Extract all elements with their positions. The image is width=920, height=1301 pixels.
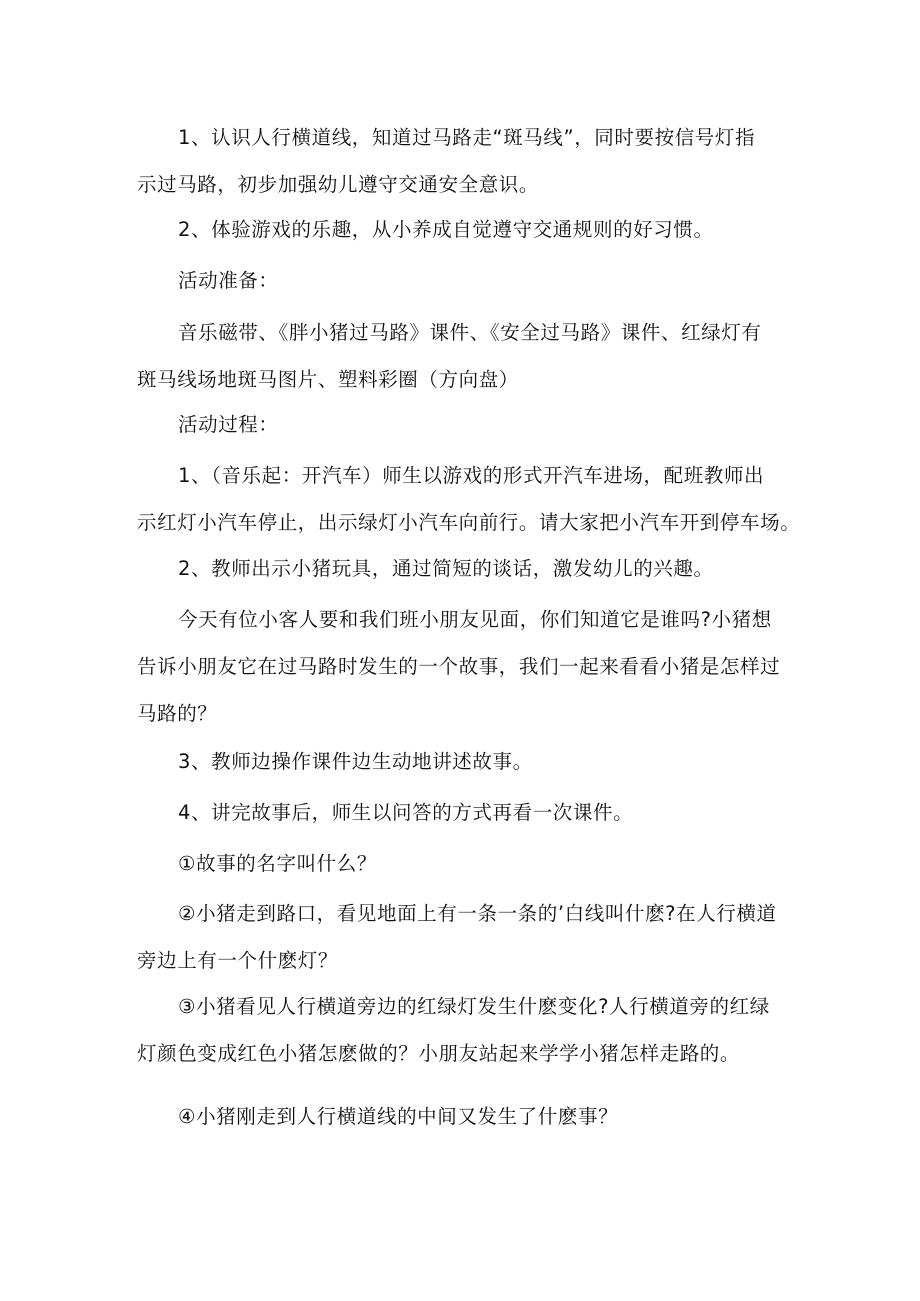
text-line: 今天有位小客人要和我们班小朋友见面，你们知道它是谁吗?小猪想 (178, 608, 772, 631)
text-line: 2、教师出示小猪玩具，通过简短的谈话，激发幼儿的兴趣。 (178, 557, 714, 580)
paragraph-step-1 (137, 452, 801, 546)
text-line: 1、（音乐起：开汽车）师生以游戏的形式开汽车进场，配班教师出 (178, 464, 765, 487)
paragraph-story-intro (137, 596, 787, 737)
paragraph-step-2 (137, 545, 787, 592)
text-line: 示红灯小汽车停止，出示绿灯小汽车向前行。请大家把小汽车开到停车场。 (137, 511, 801, 534)
paragraph-step-4 (137, 789, 787, 836)
question-2 (137, 890, 787, 984)
text-line: 1、认识人行横道线，知道过马路走“斑马线”，同时要按信号灯指 (178, 126, 756, 149)
text-line: 旁边上有一个什麽灯？ (137, 949, 339, 972)
text-line: 示过马路，初步加强幼儿遵守交通安全意识。 (137, 173, 540, 196)
text-line: 告诉小朋友它在过马路时发生的一个故事，我们一起来看看小猪是怎样过 (137, 655, 781, 678)
question-1 (137, 840, 787, 887)
paragraph-step-3 (137, 738, 787, 785)
text-line: 活动准备： (178, 269, 279, 292)
text-line: 4、讲完故事后，师生以问答的方式再看一次课件。 (178, 801, 634, 824)
question-4 (137, 1093, 787, 1140)
question-3 (137, 983, 787, 1077)
text-line: 2、体验游戏的乐趣，从小养成自觉遵守交通规则的好习惯。 (178, 218, 714, 241)
text-line: 斑马线场地斑马图片、塑料彩圈（方向盘） (137, 368, 519, 391)
text-line: ②小猪走到路口，看见地面上有一条一条的’白线叫什麽?在人行横道 (178, 902, 777, 925)
heading-preparation (137, 257, 787, 304)
paragraph-objective-1 (137, 114, 787, 208)
text-line: 灯颜色变成红色小猪怎麽做的？小朋友站起来学学小猪怎样走路的。 (137, 1042, 741, 1065)
text-line: ①故事的名字叫什么？ (178, 852, 377, 875)
heading-process (137, 401, 787, 448)
paragraph-objective-2 (137, 206, 787, 253)
text-line: 3、教师边操作课件边生动地讲述故事。 (178, 750, 533, 773)
text-line: 音乐磁带、《胖小猪过马路》课件、《安全过马路》课件、红绿灯有 (178, 321, 762, 344)
text-line: ④小猪刚走到人行横道线的中间又发生了什麽事？ (178, 1105, 619, 1128)
paragraph-materials (137, 309, 787, 403)
text-line: 活动过程： (178, 413, 279, 436)
text-line: ③小猪看见人行横道旁边的红绿灯发生什麽变化?人行横道旁的红绿 (178, 995, 770, 1018)
text-line: 马路的？ (137, 702, 218, 725)
